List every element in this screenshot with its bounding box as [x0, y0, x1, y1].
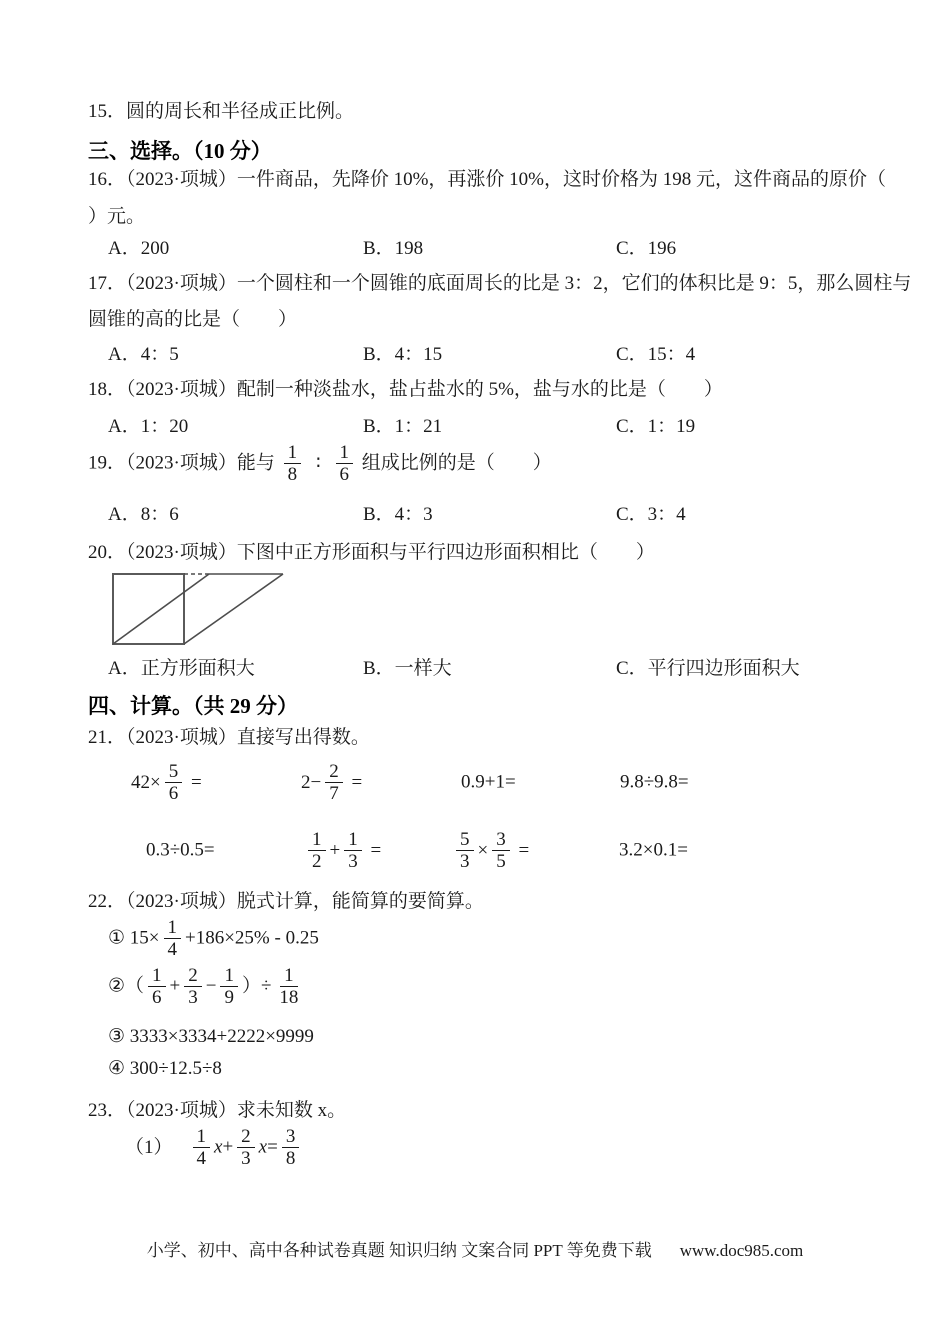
fraction-denominator: 9 — [224, 987, 234, 1009]
fraction-denominator: 2 — [312, 851, 322, 873]
math-operator: = — [267, 1136, 278, 1158]
fraction-denominator: 3 — [348, 851, 358, 873]
fraction — [308, 829, 326, 873]
fraction — [284, 442, 302, 486]
fraction — [220, 965, 238, 1009]
fraction-denominator: 6 — [168, 783, 179, 805]
parallelogram-right-slant — [184, 574, 283, 644]
question-17-options — [88, 343, 890, 367]
question-20-line1: 20．（2023·项城）下图中正方形面积与平行四边形面积相比（ ） — [88, 541, 655, 563]
fraction-denominator: 8 — [287, 464, 298, 486]
q19-option-c: C．3：4 — [616, 503, 686, 525]
q21-expr-5 — [146, 839, 304, 862]
fraction-numerator: 1 — [220, 965, 238, 987]
fraction — [336, 442, 354, 486]
q22-item-2 — [108, 962, 890, 1011]
math-text: 0.9+1= — [461, 771, 516, 793]
question-16-line2: ）元。 — [88, 206, 146, 227]
q22-item-3: ③ 3333×3334+2222×9999 — [108, 1025, 314, 1047]
fraction — [148, 965, 166, 1009]
fraction-numerator: 2 — [184, 965, 202, 987]
q21-expr-4 — [620, 771, 689, 794]
fraction-numerator: 3 — [492, 829, 510, 851]
q16-option-c: C．196 — [616, 238, 677, 259]
diagonal-slant-left — [113, 574, 209, 644]
math-text: = — [513, 839, 530, 861]
math-text: = — [365, 839, 382, 861]
fraction-numerator: 1 — [344, 829, 362, 851]
math-text: +186×25% - 0.25 — [185, 927, 319, 949]
part-label: （1） — [125, 1136, 173, 1158]
fraction — [193, 1126, 211, 1170]
math-text: 9.8÷9.8= — [620, 771, 689, 793]
question-19-options — [88, 503, 890, 527]
fraction-numerator: 2 — [325, 761, 343, 783]
fraction-numerator: 5 — [456, 829, 474, 851]
q19-text-post: 组成比例的是（ ） — [361, 452, 552, 474]
fraction — [325, 761, 343, 805]
fraction-numerator: 1 — [284, 442, 302, 464]
math-operator: + — [329, 839, 341, 861]
q19-option-a: A．8：6 — [108, 503, 179, 525]
fraction-denominator: 4 — [167, 938, 177, 960]
fraction-numerator: 1 — [148, 965, 166, 987]
q19-option-b: B．4：3 — [363, 503, 433, 525]
square-shape — [113, 574, 184, 644]
variable-x: x — [214, 1136, 223, 1158]
fraction-numerator: 5 — [165, 761, 183, 783]
q22-item-1 — [108, 914, 890, 963]
fraction — [237, 1126, 255, 1170]
math-text: ②（ — [108, 975, 145, 997]
fraction — [344, 829, 362, 873]
q21-row2 — [88, 826, 890, 876]
math-text: 0.3÷0.5= — [146, 839, 215, 861]
fraction-denominator: 3 — [460, 851, 470, 873]
variable-x: x — [258, 1136, 268, 1158]
q17-option-c: C．15：4 — [616, 344, 696, 365]
ratio-colon: ∶ — [315, 452, 321, 474]
q18-option-c: C．1：19 — [616, 416, 696, 437]
fraction-denominator: 4 — [196, 1148, 207, 1170]
fraction-denominator: 3 — [241, 1148, 251, 1170]
fraction-denominator: 3 — [188, 987, 198, 1009]
math-text: ① 15× — [108, 927, 160, 949]
fraction — [184, 965, 202, 1009]
q22-item-4: ④ 300÷12.5÷8 — [108, 1057, 222, 1079]
fraction-numerator: 1 — [164, 917, 182, 939]
q16-option-b: B．198 — [363, 238, 424, 259]
square-parallelogram-figure — [112, 571, 890, 647]
math-text: 42× — [131, 771, 161, 793]
fraction-denominator: 8 — [285, 1148, 296, 1170]
q21-expr-6 — [304, 829, 452, 873]
fraction — [165, 761, 183, 805]
q17-option-b: B．4：15 — [363, 344, 443, 365]
math-text: = — [186, 771, 202, 793]
math-text: ）÷ — [241, 975, 272, 997]
q20-option-c: C．平行四边形面积大 — [616, 657, 800, 679]
fraction-numerator: 2 — [237, 1126, 255, 1148]
page-footer — [0, 1240, 950, 1262]
q21-expr-3 — [461, 771, 620, 794]
math-text: = — [346, 771, 363, 793]
footer-url[interactable]: www.doc985.com — [679, 1241, 804, 1260]
q21-expr-1 — [131, 761, 301, 805]
math-text: 2− — [301, 771, 322, 793]
question-20-options — [88, 657, 890, 681]
fraction-numerator: 1 — [193, 1126, 211, 1148]
q21-expr-7 — [452, 829, 619, 873]
question-15: 15．圆的周长和半径成正比例。 — [88, 101, 355, 122]
q19-text-pre: 19．（2023·项城）能与 — [88, 452, 275, 474]
footer-info: 小学、初中、高中各种试卷真题 知识归纳 文案合同 PPT 等免费下载 — [146, 1241, 652, 1260]
fraction-numerator: 1 — [336, 442, 354, 464]
fraction-numerator: 3 — [282, 1126, 300, 1148]
q20-option-b: B．一样大 — [363, 657, 452, 679]
math-text: 3.2×0.1= — [619, 839, 688, 861]
question-17-line1: 17．（2023·项城）一个圆柱和一个圆锥的底面周长的比是 3：2，它们的体积比是 9：5，那么圆柱与 — [88, 273, 912, 294]
q20-option-a: A．正方形面积大 — [108, 657, 255, 679]
question-18-options — [88, 415, 890, 439]
q21-row1 — [88, 758, 890, 808]
question-22-header: 22．（2023·项城）脱式计算，能简算的要简算。 — [88, 890, 484, 912]
q17-option-a: A．4：5 — [108, 344, 179, 365]
math-operator: × — [477, 839, 489, 861]
math-operator: + — [222, 1136, 234, 1158]
question-21-header: 21．（2023·项城）直接写出得数。 — [88, 726, 370, 748]
question-18-line1: 18．（2023·项城）配制一种淡盐水，盐占盐水的 5%，盐与水的比是（ ） — [88, 379, 723, 400]
q16-option-a: A．200 — [108, 238, 170, 259]
question-19-line — [88, 439, 890, 488]
fraction — [275, 965, 302, 1009]
fraction — [492, 829, 510, 873]
fraction-denominator: 6 — [152, 987, 162, 1009]
q21-expr-8 — [619, 839, 688, 862]
fraction-denominator: 6 — [339, 464, 350, 486]
section-calculation-title: 四、计算。（共 29 分） — [88, 693, 298, 718]
question-17-line2: 圆锥的高的比是（ ） — [88, 309, 298, 330]
math-operator: − — [205, 975, 217, 997]
question-16-options — [88, 237, 890, 261]
q18-option-b: B．1：21 — [363, 416, 443, 437]
question-23-header: 23．（2023·项城）求未知数 x。 — [88, 1099, 347, 1121]
fraction — [282, 1126, 300, 1170]
fraction-numerator: 1 — [308, 829, 326, 851]
q21-expr-2 — [301, 761, 461, 805]
section-choice-title: 三、选择。（10 分） — [88, 139, 272, 163]
fraction-denominator: 5 — [496, 851, 506, 873]
question-16-line1: 16．（2023·项城）一件商品，先降价 10%，再涨价 10%，这时价格为 198 元，这件商品的原价（ — [88, 169, 886, 190]
fraction-numerator: 1 — [280, 965, 298, 987]
fraction — [164, 917, 182, 961]
q23-part-1 — [125, 1123, 890, 1172]
math-operator: + — [169, 975, 181, 997]
fraction-denominator: 18 — [279, 987, 299, 1009]
fraction-denominator: 7 — [329, 783, 339, 805]
q18-option-a: A．1：20 — [108, 416, 189, 437]
fraction — [456, 829, 474, 873]
